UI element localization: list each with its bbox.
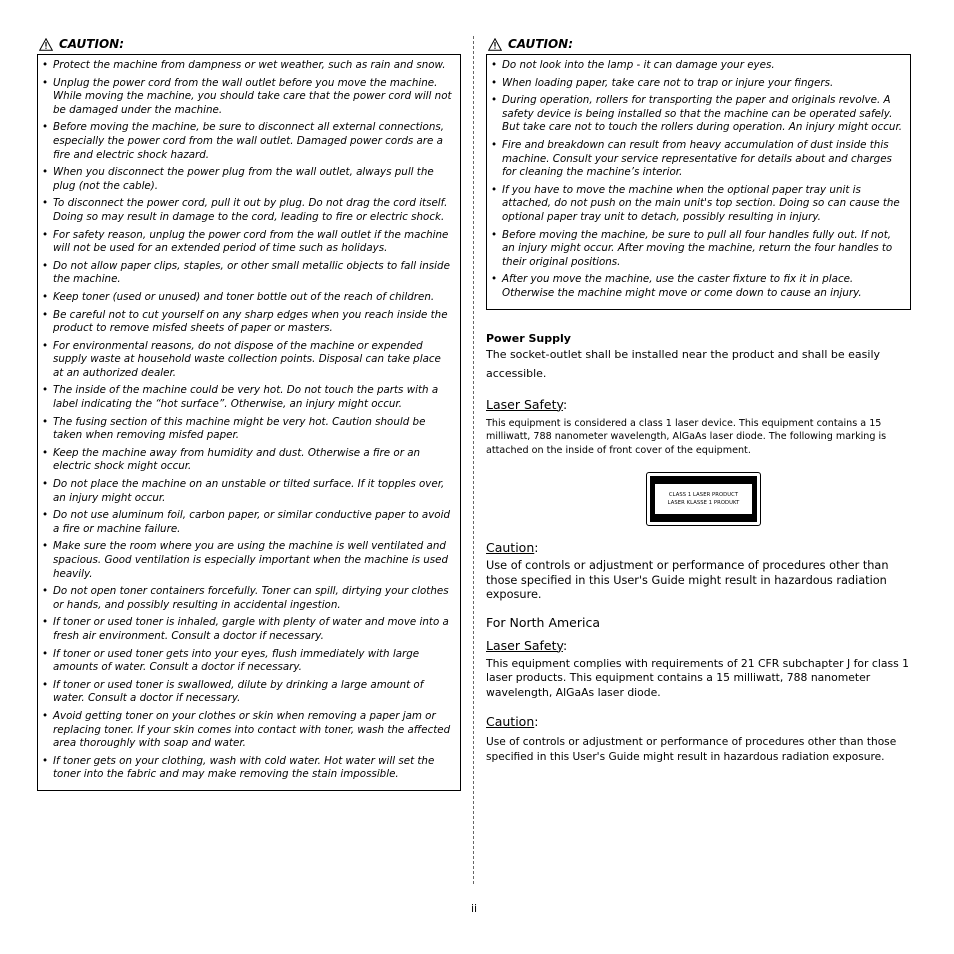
caution-item-text: Fire and breakdown can result from heavy accumulation of dust inside this machine. Consult your service representative for details about and charges for cleaning the machine’s interior.	[502, 138, 892, 179]
laser-product-label	[646, 472, 761, 526]
caution-item-text: Protect the machine from dampness or wet weather, such as rain and snow.	[53, 59, 446, 71]
caution-item	[41, 384, 454, 411]
bullet: •	[42, 509, 49, 522]
bullet: •	[491, 94, 498, 107]
caution-na-heading: Caution:	[486, 714, 539, 729]
bullet: •	[42, 121, 49, 134]
caution-item	[41, 585, 454, 612]
laser-safety-na-heading: Laser Safety:	[486, 637, 568, 653]
caution-item-text: If you have to move the machine when the optional paper tray unit is attached, do not push on the main unit's top section. Doing so can cause the optional paper tray unit to detach, possibly resulting in injury.	[502, 183, 900, 223]
caution-item-text: Before moving the machine, be sure to pull all four handles fully out. If not, an injury might occur. After moving the machine, return the four handles to their original positions.	[502, 228, 893, 268]
bullet: •	[42, 290, 49, 303]
laser-safety-heading: Laser Safety:	[486, 396, 568, 412]
caution-na-text: Use of controls or adjustment or performance of procedures other than those specified in this User's Guide might result in hazardous radiation exposure.	[486, 736, 897, 763]
caution-item	[41, 229, 454, 256]
caution-item	[41, 416, 454, 443]
bullet: •	[491, 273, 498, 286]
column-divider	[473, 36, 474, 884]
bullet: •	[491, 138, 498, 151]
caution-item-text: Do not place the machine on an unstable or tilted surface. If it topples over, an injury might occur.	[53, 478, 445, 504]
caution-item	[41, 679, 454, 706]
caution-item	[41, 478, 454, 505]
caution-text: Use of controls or adjustment or performance of procedures other than those specified in this User's Guide might result in hazardous radiation exposure.	[486, 559, 889, 601]
caution-item-text: When loading paper, take care not to trap or injure your fingers.	[502, 76, 834, 89]
north-america-heading: For North America	[486, 614, 601, 630]
caution-item	[41, 77, 454, 118]
bullet: •	[491, 228, 498, 241]
bullet: •	[42, 478, 49, 491]
caution-item	[41, 648, 454, 675]
caution-title: Caution	[486, 540, 535, 555]
caution-item	[490, 229, 904, 270]
caution-item	[41, 121, 454, 162]
laser-label-frame	[650, 476, 757, 522]
caution-item-text: The fusing section of this machine might be very hot. Caution should be taken when removing misfed paper.	[53, 415, 426, 442]
bullet: •	[491, 183, 498, 196]
caution-item	[41, 616, 454, 643]
right-caution-heading	[486, 34, 911, 54]
bullet: •	[42, 384, 49, 397]
power-supply-heading: Power Supply	[486, 331, 571, 345]
caution-item-text: For safety reason, unplug the power cord from the wall outlet if the machine will not be used for an extended period of time such as holidays.	[53, 228, 449, 255]
bullet: •	[42, 540, 49, 553]
caution-item	[41, 509, 454, 536]
bullet: •	[42, 585, 49, 598]
caution-item	[41, 309, 454, 336]
caution-item	[490, 273, 904, 300]
laser-label-plate	[655, 484, 752, 514]
caution-item	[41, 260, 454, 287]
laser-safety-na-text: This equipment complies with requirements of 21 CFR subchapter J for class 1 laser products. This equipment contains a 15 milliwatt, 788 nanometer wavelength, AlGaAs laser diode.	[486, 656, 909, 699]
bullet: •	[42, 339, 49, 352]
bullet: •	[42, 678, 49, 691]
caution-item	[490, 94, 904, 135]
caution-item-text: During operation, rollers for transporting the paper and originals revolve. A safety device is being installed so that the machine can be operated safely. But take care not to touch the rollers during operation. An injury might occur.	[502, 94, 902, 134]
power-supply-text: The socket-outlet shall be installed near the product and shall be easily accessible.	[486, 347, 881, 380]
caution-item-text: After you move the machine, use the caster fixture to fix it in place. Otherwise the machine might move or come down to cause an injury.	[502, 273, 862, 299]
bullet: •	[42, 308, 49, 321]
caution-item-text: Do not use aluminum foil, carbon paper, or similar conductive paper to avoid a fire or machine failure.	[53, 509, 451, 535]
right-caution-title: CAUTION:	[508, 37, 573, 51]
page-number: ii	[471, 902, 478, 915]
caution-item-text: Keep the machine away from humidity and dust. Otherwise a fire or an electric shock might occur.	[53, 446, 421, 473]
caution-item	[41, 540, 454, 581]
caution-item	[490, 139, 904, 180]
caution-item-text: Do not look into the lamp - it can damage your eyes.	[502, 59, 775, 71]
caution-item-text: To disconnect the power cord, pull it out by plug. Do not drag the cord itself. Doing so may result in damage to the cord, leading to fire or electric shock.	[53, 197, 448, 223]
bullet: •	[42, 228, 49, 241]
caution-item	[41, 340, 454, 381]
caution-item-text: Unplug the power cord from the wall outlet before you move the machine. While moving the machine, you should take care that the power cord will not be damaged under the machine.	[53, 76, 452, 116]
laser-label-line-2: LASER KLASSE 1 PRODUKT	[667, 500, 740, 506]
left-caution-title: CAUTION:	[59, 37, 124, 51]
caution-na-title: Caution	[486, 714, 535, 729]
caution-item-text: When you disconnect the power plug from the wall outlet, always pull the plug (not the cable).	[53, 166, 434, 192]
warning-triangle-icon	[488, 38, 502, 51]
right-caution-box	[486, 54, 911, 310]
laser-safety-na-title: Laser Safety	[486, 637, 564, 653]
laser-label-line-1: CLASS 1 LASER PRODUCT	[668, 492, 739, 498]
caution-item-text: If toner or used toner is swallowed, dilute by drinking a large amount of water. Consult a doctor if necessary.	[53, 678, 424, 705]
bullet: •	[491, 59, 498, 71]
bullet: •	[42, 415, 49, 428]
caution-item-text: If toner gets on your clothing, wash with cold water. Hot water will set the toner into the fabric and may make removing the stain impossible.	[53, 754, 435, 781]
warning-triangle-icon	[39, 38, 53, 51]
caution-item	[490, 77, 904, 91]
bullet: •	[42, 59, 49, 71]
bullet: •	[42, 166, 49, 179]
bullet: •	[491, 76, 498, 89]
caution-item-text: For environmental reasons, do not dispose of the machine or expended supply waste at household waste collection points. Disposal can take place at an authorized dealer.	[53, 339, 441, 379]
caution-item-text: Keep toner (used or unused) and toner bottle out of the reach of children.	[53, 290, 435, 303]
caution-item-text: The inside of the machine could be very hot. Do not touch the parts with a label indicating the “hot surface”. Otherwise, an injury might occur.	[53, 384, 439, 411]
left-caution-box	[37, 54, 461, 791]
caution-item-text: Before moving the machine, be sure to disconnect all external connections, especially the power cord from the wall outlet. Damaged power cords are a fire and electric shock hazard.	[53, 121, 444, 161]
bullet: •	[42, 197, 49, 210]
caution-item	[41, 59, 454, 73]
right-caution-list	[490, 59, 904, 301]
caution-item-text: If toner or used toner is inhaled, gargle with plenty of water and move into a fresh air environment. Consult a doctor if necessary.	[53, 616, 449, 642]
caution-item-text: Avoid getting toner on your clothes or skin when removing a paper jam or replacing toner. If your skin comes into contact with toner, wash the affected area thoroughly with soap and water.	[53, 709, 451, 750]
bullet: •	[42, 709, 49, 722]
bullet: •	[42, 259, 49, 272]
caution-item-text: If toner or used toner gets into your eyes, flush immediately with large amounts of water. Consult a doctor if necessary.	[53, 647, 420, 674]
caution-item	[41, 166, 454, 193]
laser-safety-text: This equipment is considered a class 1 laser device. This equipment contains a 15 milliwatt, 788 nanometer wavelength, AlGaAs laser diode. The following marking is attached on the inside of front cover of the equipment.	[486, 417, 887, 456]
laser-safety-title: Laser Safety	[486, 396, 564, 412]
caution-item	[490, 184, 904, 225]
bullet: •	[42, 76, 49, 89]
caution-item	[41, 755, 454, 782]
left-column	[37, 34, 461, 791]
caution-item	[490, 59, 904, 73]
caution-heading: Caution:	[486, 540, 539, 555]
caution-item-text: Do not allow paper clips, staples, or other small metallic objects to fall inside the machine.	[53, 259, 450, 286]
bullet: •	[42, 754, 49, 767]
caution-item	[41, 197, 454, 224]
left-caution-heading	[37, 34, 461, 54]
bullet: •	[42, 616, 49, 629]
caution-item	[41, 291, 454, 305]
left-caution-list	[41, 59, 454, 782]
caution-item	[41, 710, 454, 751]
bullet: •	[42, 446, 49, 459]
caution-item-text: Make sure the room where you are using the machine is well ventilated and spacious. Good ventilation is especially important when the machine is used heavily.	[53, 540, 449, 580]
bullet: •	[42, 647, 49, 660]
right-column	[486, 34, 911, 764]
caution-item-text: Do not open toner containers forcefully. Toner can spill, dirtying your clothes or hands, and possibly resulting in accidental ingestion.	[53, 585, 449, 611]
caution-item	[41, 447, 454, 474]
caution-item-text: Be careful not to cut yourself on any sharp edges when you reach inside the product to remove misfed sheets of paper or masters.	[53, 308, 448, 335]
